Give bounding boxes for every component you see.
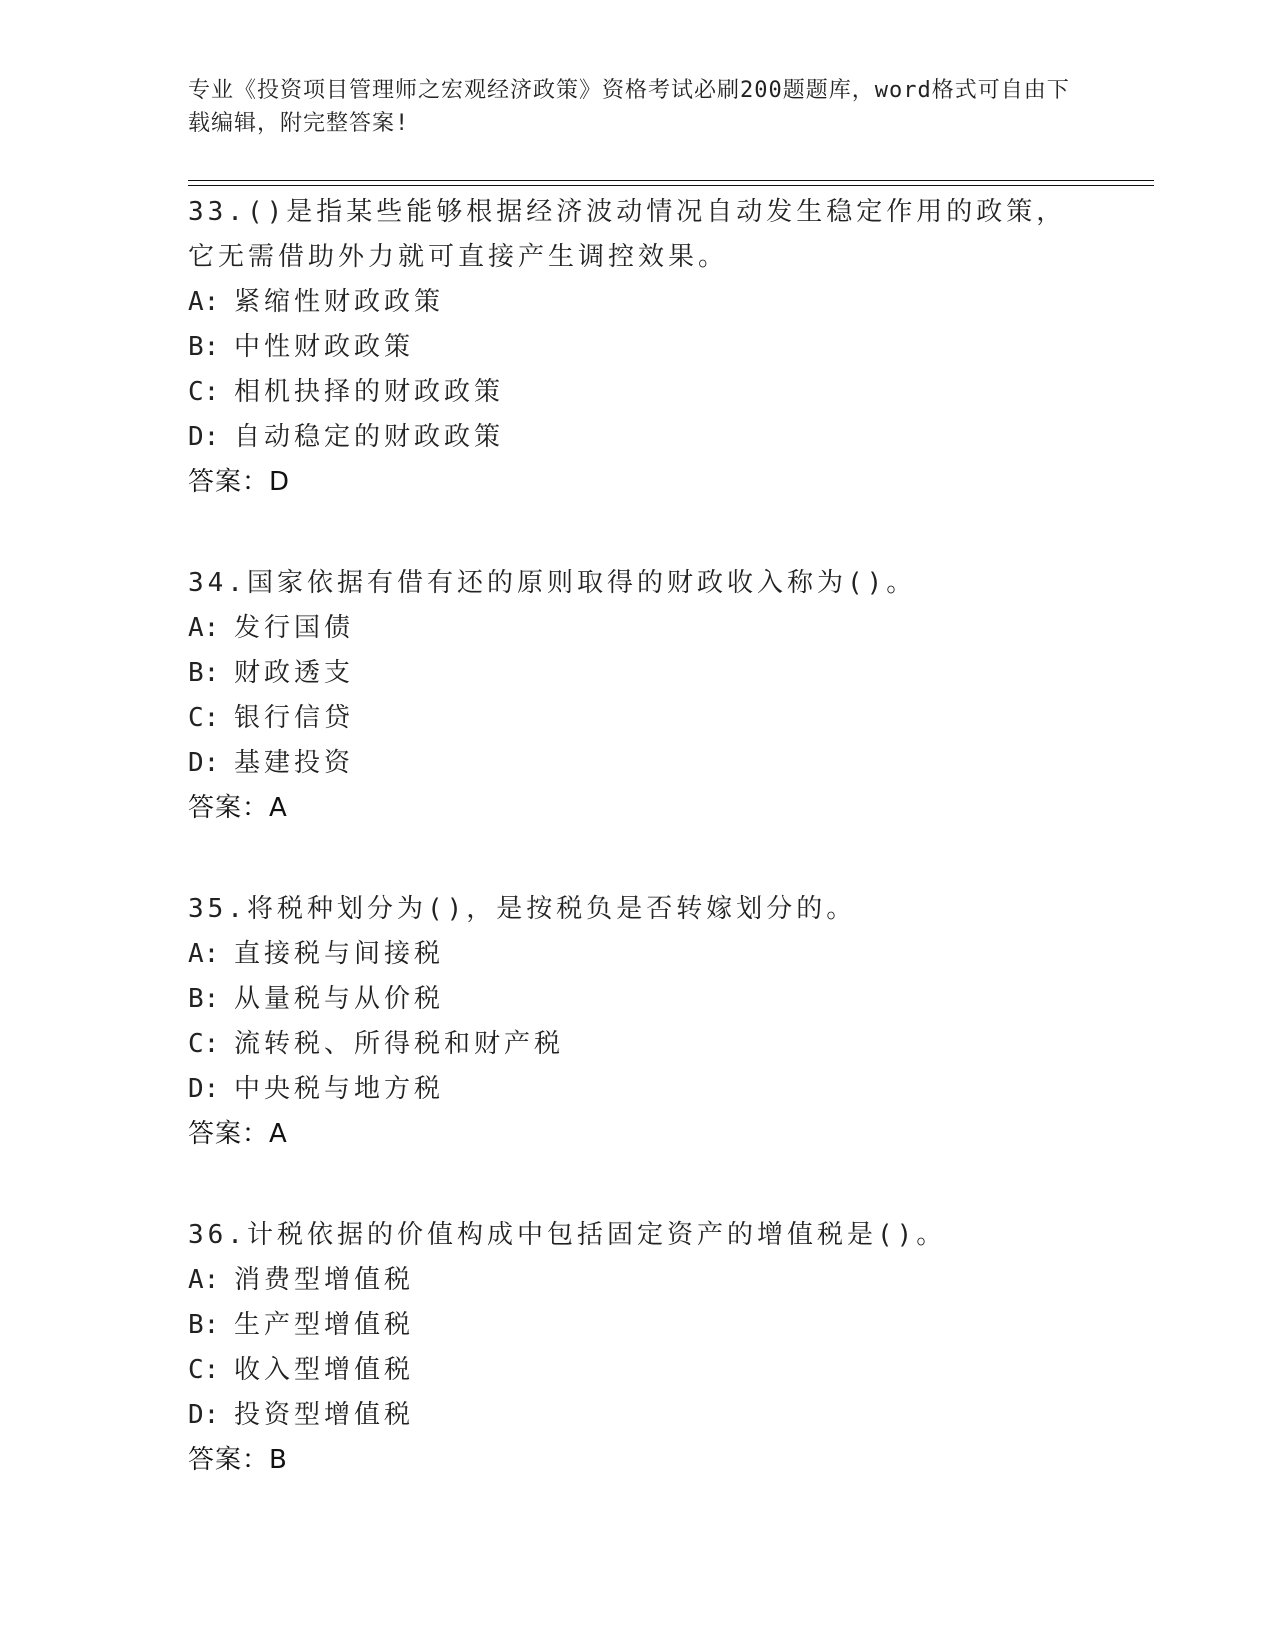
option-key: A: <box>188 1265 220 1295</box>
answer-label: 答案： <box>188 467 270 497</box>
option-text: 投资型增值税 <box>234 1400 415 1430</box>
option-c <box>188 696 1088 741</box>
option-a <box>188 280 1088 325</box>
option-text: 中性财政政策 <box>234 332 415 362</box>
option-key: C: <box>188 703 220 733</box>
option-key: D: <box>188 748 220 778</box>
answer-label: 答案： <box>188 793 270 823</box>
option-text: 收入型增值税 <box>234 1355 415 1385</box>
option-text: 银行信贷 <box>234 703 355 733</box>
option-c <box>188 1022 1088 1067</box>
answer-value: D <box>269 467 291 497</box>
option-b <box>188 325 1088 370</box>
question-33 <box>188 190 1088 505</box>
option-text: 消费型增值税 <box>234 1265 415 1295</box>
option-key: B: <box>188 332 220 362</box>
answer-line <box>188 786 1088 831</box>
option-key: C: <box>188 1355 220 1385</box>
option-a <box>188 606 1088 651</box>
option-d <box>188 1067 1088 1112</box>
option-text: 生产型增值税 <box>234 1310 415 1340</box>
question-stem: 33.()是指某些能够根据经济波动情况自动发生稳定作用的政策，它无需借助外力就可直接产生调控效果。 <box>188 197 1067 272</box>
option-text: 基建投资 <box>234 748 355 778</box>
option-key: C: <box>188 377 220 407</box>
option-text: 中央税与地方税 <box>234 1074 445 1104</box>
option-key: B: <box>188 1310 220 1340</box>
answer-label: 答案： <box>188 1445 270 1475</box>
question-stem: 35.将税种划分为()，是按税负是否转嫁划分的。 <box>188 894 857 924</box>
option-b <box>188 1303 1088 1348</box>
option-c <box>188 1348 1088 1393</box>
header-divider-top <box>188 180 1154 181</box>
option-text: 发行国债 <box>234 613 355 643</box>
option-key: D: <box>188 1400 220 1430</box>
option-text: 从量税与从价税 <box>234 984 445 1014</box>
answer-value: A <box>269 1119 288 1149</box>
option-key: D: <box>188 422 220 452</box>
option-d <box>188 415 1088 460</box>
option-text: 财政透支 <box>234 658 355 688</box>
option-a <box>188 1258 1088 1303</box>
option-text: 紧缩性财政政策 <box>234 287 445 317</box>
question-34 <box>188 561 1088 831</box>
answer-line <box>188 460 1088 505</box>
answer-line <box>188 1112 1088 1157</box>
option-key: A: <box>188 287 220 317</box>
document-header: 专业《投资项目管理师之宏观经济政策》资格考试必刷200题题库，word格式可自由下载编辑，附完整答案! <box>188 78 1070 136</box>
option-b <box>188 977 1088 1022</box>
option-d <box>188 1393 1088 1438</box>
option-key: A: <box>188 939 220 969</box>
header-divider-bottom <box>188 185 1154 186</box>
option-text: 流转税、所得税和财产税 <box>234 1029 565 1059</box>
option-text: 相机抉择的财政政策 <box>234 377 505 407</box>
option-key: D: <box>188 1074 220 1104</box>
option-key: B: <box>188 658 220 688</box>
question-35 <box>188 887 1088 1157</box>
answer-line <box>188 1438 1088 1483</box>
option-text: 自动稳定的财政政策 <box>234 422 505 452</box>
answer-label: 答案： <box>188 1119 270 1149</box>
option-text: 直接税与间接税 <box>234 939 445 969</box>
answer-value: A <box>269 793 288 823</box>
option-a <box>188 932 1088 977</box>
question-list <box>188 190 1088 1539</box>
option-d <box>188 741 1088 786</box>
option-key: B: <box>188 984 220 1014</box>
option-b <box>188 651 1088 696</box>
option-key: A: <box>188 613 220 643</box>
question-stem: 34.国家依据有借有还的原则取得的财政收入称为()。 <box>188 568 917 598</box>
question-stem: 36.计税依据的价值构成中包括固定资产的增值税是()。 <box>188 1220 947 1250</box>
question-36 <box>188 1213 1088 1483</box>
answer-value: B <box>269 1445 288 1475</box>
option-c <box>188 370 1088 415</box>
option-key: C: <box>188 1029 220 1059</box>
